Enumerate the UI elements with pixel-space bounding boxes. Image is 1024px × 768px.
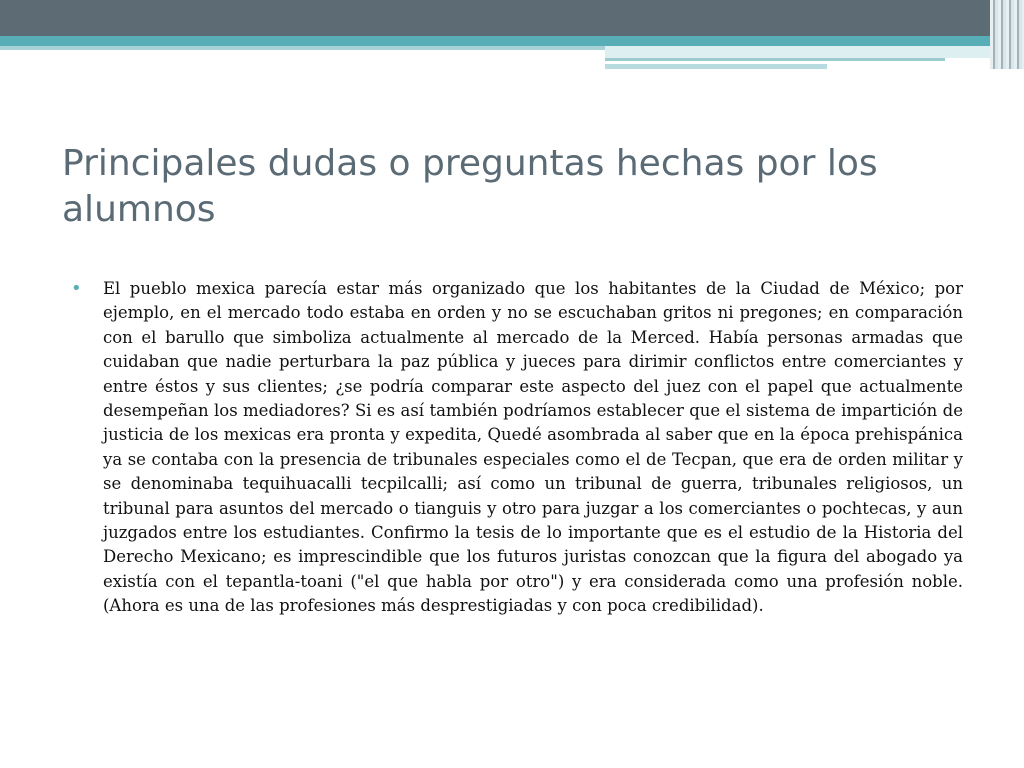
header-accent-line <box>605 64 827 69</box>
list-item <box>71 277 963 619</box>
header-bar <box>0 0 1024 36</box>
header-accent-line <box>605 58 945 61</box>
header-accent-line <box>605 46 1024 58</box>
slide-title: Principales dudas o preguntas hechas por los alumnos <box>62 143 878 230</box>
bullet-icon: • <box>71 278 82 299</box>
bullet-list <box>71 277 963 619</box>
header-light-band <box>0 46 605 50</box>
bullet-text: El pueblo mexica parecía estar más organizado que los habitantes de la Ciudad de México; por ejemplo, en el mercado todo estaba en orden y no se escuchaban gritos ni pregones; en comparación con el barullo que simboliza actualmente al mercado de la Merced. Había personas armadas que cuidaban que nadie perturbara la paz pública y jueces para dirimir conflictos entre comerciantes y entre éstos y sus clientes; ¿se podría comparar este aspecto del juez con el papel que actualmente desempeñan los mediadores? Si es así también podríamos establecer que el sistema de impartición de justicia de los mexicas era pronta y expedita, Quedé asombrada al saber que en la época prehispánica ya se contaba con la presencia de tribunales especiales como el de Tecpan, que era de orden militar y se denominaba tequihuacalli tecpilcalli; así como un tribunal de guerra, tribunales religiosos, un tribunal para asuntos del mercado o tianguis y otro para juzgar a los comerciantes o pochtecas, y aun juzgados entre los estudiantes. Confirmo la tesis de lo importante que es el estudio de la Historia del Derecho Mexicano; es imprescindible que los futuros juristas conozcan que la figura del abogado ya existía con el tepantla-toani ("el que habla por otro") y era considerada como una profesión noble. (Ahora es una de las profesiones más desprestigiadas y con poca credibilidad). <box>103 279 963 616</box>
header-decorative-stripes <box>990 0 1024 69</box>
header-teal-band <box>0 36 1024 46</box>
